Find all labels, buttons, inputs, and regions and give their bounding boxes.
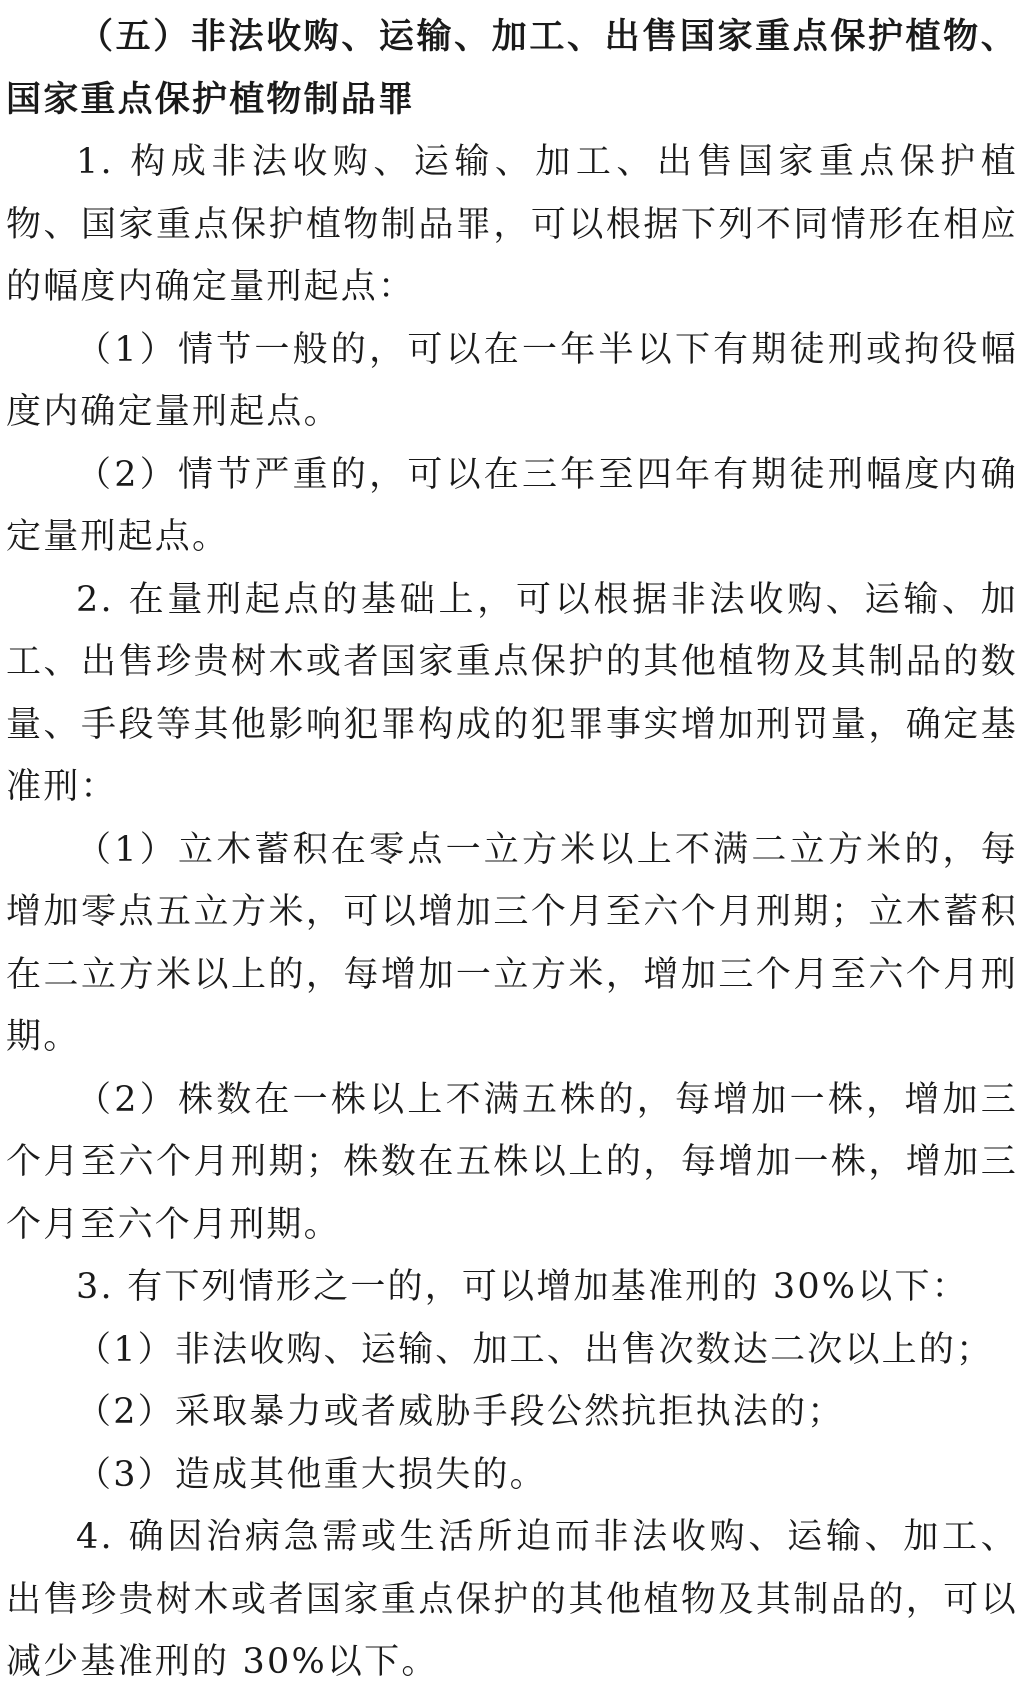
clause-4: 4. 确因治病急需或生活所迫而非法收购、运输、加工、出售珍贵树木或者国家重点保护的其他植物及其制品的，可以减少基准刑的 30%以下。 <box>6 1517 1018 1682</box>
clause-3-item-3: （3）造成其他重大损失的。 <box>76 1454 547 1495</box>
clause-1-item-1: （1）情节一般的，可以在一年半以下有期徒刑或拘役幅度内确定量刑起点。 <box>6 329 1018 432</box>
clause-3: 3. 有下列情形之一的，可以增加基准刑的 30%以下： <box>76 1267 969 1307</box>
clause-1-item-2: （2）情节严重的，可以在三年至四年有期徒刑幅度内确定量刑起点。 <box>6 454 1018 557</box>
document-page <box>6 6 1018 1694</box>
clause-3-item-1: （1）非法收购、运输、加工、出售次数达二次以上的； <box>76 1329 994 1370</box>
section-heading: （五）非法收购、运输、加工、出售国家重点保护植物、国家重点保护植物制品罪 <box>6 16 1018 120</box>
clause-1: 1. 构成非法收购、运输、加工、出售国家重点保护植物、国家重点保护植物制品罪，可以根据下列不同情形在相应的幅度内确定量刑起点： <box>6 142 1018 307</box>
clause-2-item-1: （1）立木蓄积在零点一立方米以上不满二立方米的，每增加零点五立方米，可以增加三个月至六个月刑期；立木蓄积在二立方米以上的，每增加一立方米，增加三个月至六个月刑期。 <box>6 829 1018 1057</box>
clause-2: 2. 在量刑起点的基础上，可以根据非法收购、运输、加工、出售珍贵树木或者国家重点保护的其他植物及其制品的数量、手段等其他影响犯罪构成的犯罪事实增加刑罚量，确定基准刑： <box>6 579 1018 807</box>
clause-3-item-2: （2）采取暴力或者威胁手段公然抗拒执法的； <box>76 1392 845 1432</box>
clause-2-item-2: （2）株数在一株以上不满五株的，每增加一株，增加三个月至六个月刑期；株数在五株以上的，每增加一株，增加三个月至六个月刑期。 <box>6 1079 1018 1245</box>
